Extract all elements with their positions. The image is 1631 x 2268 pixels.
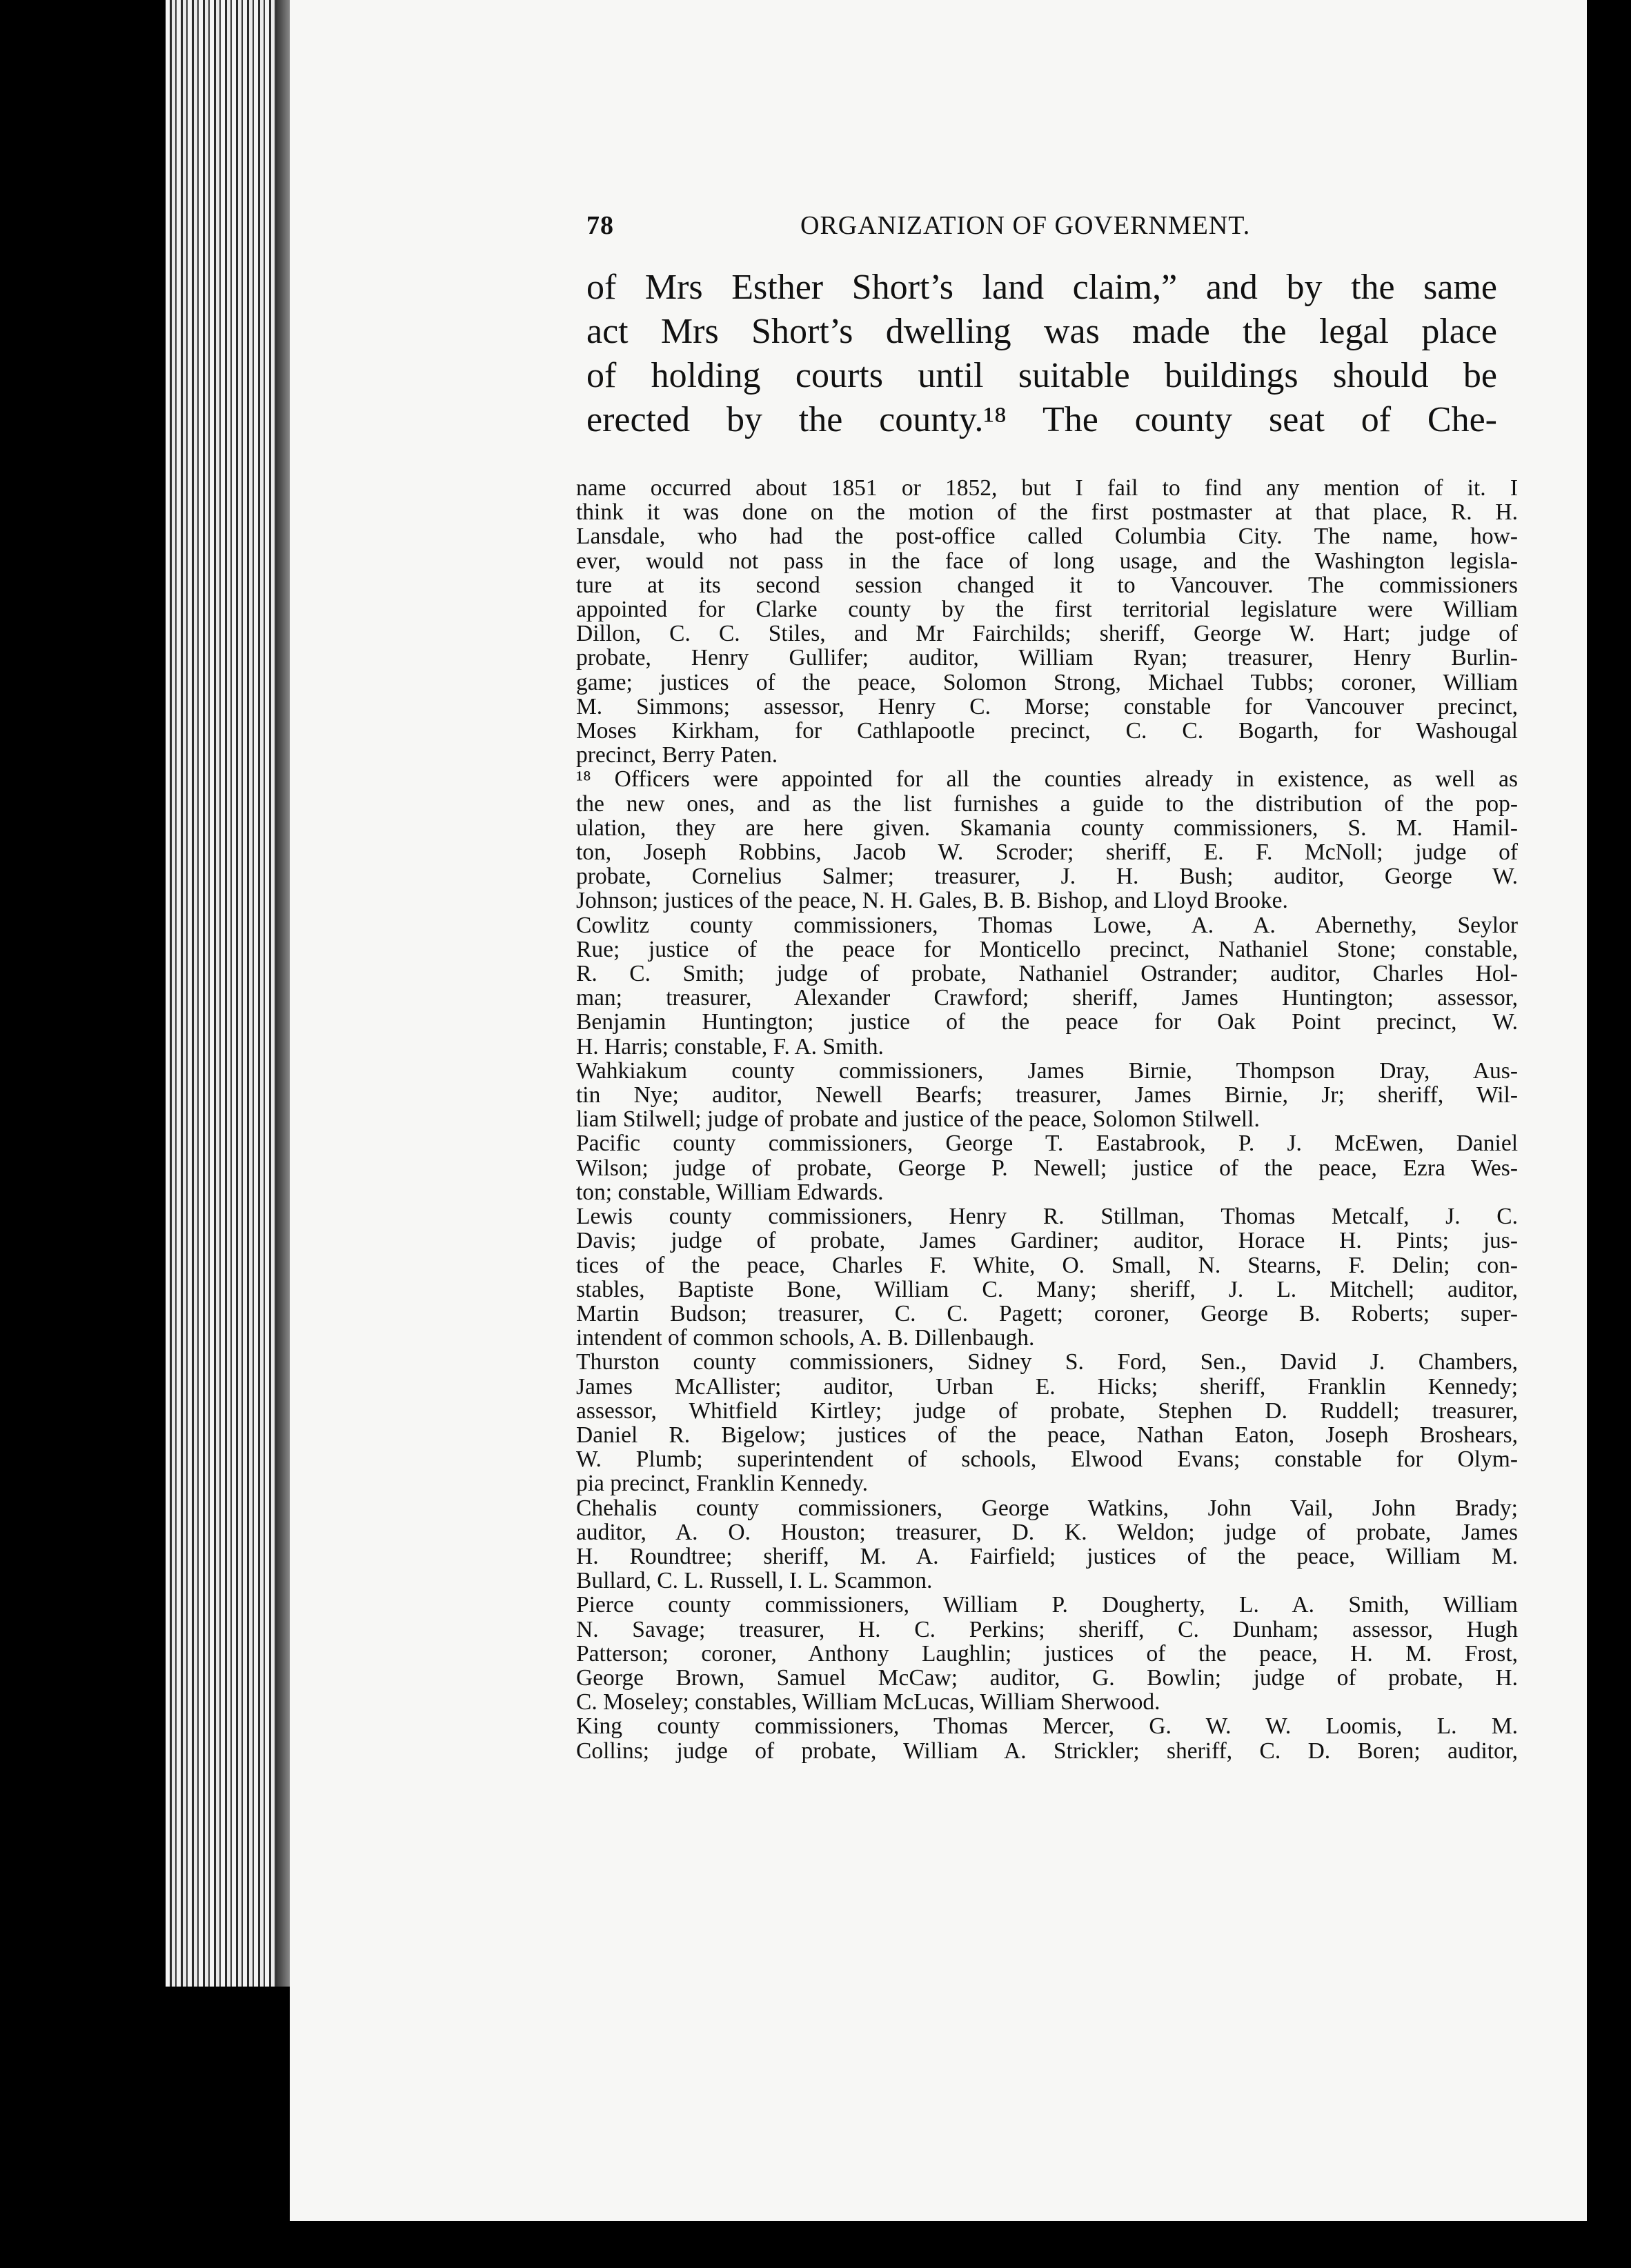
footnote-line: liam Stilwell; judge of probate and justice of the peace, Solomon Stilwell. [576,1107,1260,1132]
footnote-line: H. Roundtree; sheriff, M. A. Fairfield; justices of the peace, William M. [576,1544,1518,1569]
footnote-line: pia precinct, Franklin Kennedy. [576,1471,868,1496]
footnote-line: King county commissioners, Thomas Mercer, G. W. W. Loomis, L. M. [576,1714,1518,1739]
footnote-line: Dillon, C. C. Stiles, and Mr Fairchilds; sheriff, George W. Hart; judge of [576,621,1518,646]
footnote-line: H. Harris; constable, F. A. Smith. [576,1034,884,1059]
footnote-line: Thurston county commissioners, Sidney S. Ford, Sen., David J. Chambers, [576,1350,1518,1375]
footnote-line: Chehalis county commissioners, George Watkins, John Vail, John Brady; [576,1495,1518,1520]
footnote-line: Lansdale, who had the post-office called Columbia City. The name, how- [576,524,1518,549]
footnote-line: Martin Budson; treasurer, C. C. Pagett; coroner, George B. Roberts; super- [576,1301,1518,1326]
footnote-line: Davis; judge of probate, James Gardiner; auditor, Horace H. Pints; jus- [576,1228,1518,1253]
footnote-line: Moses Kirkham, for Cathlapootle precinct, C. C. Bogarth, for Washougal [576,719,1518,744]
footnote-line: probate, Cornelius Salmer; treasurer, J. H. Bush; auditor, George W. [576,864,1518,889]
footnote-line: man; treasurer, Alexander Crawford; sheriff, James Huntington; assessor, [576,986,1518,1011]
footnote-line: Pierce county commissioners, William P. Dougherty, L. A. Smith, William [576,1593,1518,1618]
footnote-line: tin Nye; auditor, Newell Bearfs; treasurer, James Birnie, Jr; sheriff, Wil- [576,1083,1518,1108]
running-title: ORGANIZATION OF GOVERNMENT. [800,211,1251,240]
scan-border-right [1587,0,1631,2268]
body-paragraph [586,266,1497,442]
footnote-line: probate, Henry Gullifer; auditor, William Ryan; treasurer, Henry Burlin- [576,646,1518,670]
footnote-line: Wilson; judge of probate, George P. Newell; justice of the peace, Ezra Wes- [576,1155,1518,1180]
body-line: act Mrs Short’s dwelling was made the legal place [586,312,1497,351]
footnote-line: George Brown, Samuel McCaw; auditor, G. Bowlin; judge of probate, H. [576,1665,1518,1691]
footnote-line: stables, Baptiste Bone, William C. Many; sheriff, J. L. Mitchell; auditor, [576,1277,1518,1302]
footnote-line: N. Savage; treasurer, H. C. Perkins; sheriff, C. Dunham; assessor, Hugh [576,1617,1518,1642]
footnote-line: auditor, A. O. Houston; treasurer, D. K. Weldon; judge of probate, James [576,1520,1518,1544]
footnote-line: M. Simmons; assessor, Henry C. Morse; constable for Vancouver precinct, [576,694,1518,719]
footnote-line: R. C. Smith; judge of probate, Nathaniel Ostrander; auditor, Charles Hol- [576,962,1518,986]
footnote-line: Collins; judge of probate, William A. Strickler; sheriff, C. D. Boren; auditor, [576,1738,1518,1763]
footnote-line: Wahkiakum county commissioners, James Birnie, Thompson Dray, Aus- [576,1058,1518,1084]
footnote-line: W. Plumb; superintendent of schools, Elwood Evans; constable for Olym- [576,1447,1518,1472]
running-header [586,210,1318,252]
footnote-line: ¹⁸ Officers were appointed for all the counties already in existence, as well as [576,767,1518,792]
footnote-line: Cowlitz county commissioners, Thomas Lowe, A. A. Abernethy, Seylor [576,913,1518,937]
footnote-line: ton, Joseph Robbins, Jacob W. Scroder; sheriff, E. F. McNoll; judge of [576,840,1518,865]
footnote-line: Patterson; coroner, Anthony Laughlin; justices of the peace, H. M. Frost, [576,1641,1518,1666]
footnotes [576,476,1518,1763]
footnote-line: Benjamin Huntington; justice of the peace for Oak Point precinct, W. [576,1010,1518,1035]
footnote-line: assessor, Whitfield Kirtley; judge of probate, Stephen D. Ruddell; treasurer, [576,1398,1518,1423]
footnote-line: ton; constable, William Edwards. [576,1180,884,1205]
footnote-line: precinct, Berry Paten. [576,743,778,768]
footnote-line: Rue; justice of the peace for Monticello precinct, Nathaniel Stone; constable, [576,937,1518,962]
page-number: 78 [586,211,614,240]
footnote-line: tices of the peace, Charles F. White, O. Small, N. Stearns, F. Delin; con- [576,1253,1518,1277]
footnote-line: ture at its second session changed it to Vancouver. The commissioners [576,573,1518,598]
body-line: of Mrs Esther Short’s land claim,” and by the same [586,268,1497,307]
footnote-line: the new ones, and as the list furnishes a guide to the distribution of the pop- [576,791,1518,816]
footnote-line: ever, would not pass in the face of long usage, and the Washington legisla- [576,548,1518,573]
footnote-line: Daniel R. Bigelow; justices of the peace, Nathan Eaton, Joseph Broshears, [576,1422,1518,1448]
footnote-line: Johnson; justices of the peace, N. H. Gales, B. B. Bishop, and Lloyd Brooke. [576,888,1288,913]
footnote-line: Bullard, C. L. Russell, I. L. Scammon. [576,1569,933,1593]
footnote-line: Lewis county commissioners, Henry R. Stillman, Thomas Metcalf, J. C. [576,1204,1518,1229]
body-line: of holding courts until suitable buildings should be [586,356,1497,395]
footnote-line: name occurred about 1851 or 1852, but I fail to find any mention of it. I [576,476,1518,501]
footnote-line: game; justices of the peace, Solomon Strong, Michael Tubbs; coroner, William [576,670,1518,695]
footnote-line: intendent of common schools, A. B. Dillenbaugh. [576,1326,1035,1351]
footnote-line: James McAllister; auditor, Urban E. Hicks; sheriff, Franklin Kennedy; [576,1374,1518,1399]
body-line: erected by the county.¹⁸ The county seat of Che- [586,400,1497,439]
scan-border-bottom [166,2221,1631,2268]
footnote-line: appointed for Clarke county by the first territorial legislature were William [576,597,1518,622]
footnote-line: Pacific county commissioners, George T. Eastabrook, P. J. McEwen, Daniel [576,1131,1518,1156]
footnote-line: C. Moseley; constables, William McLucas, William Sherwood. [576,1690,1160,1715]
footnote-line: think it was done on the motion of the first postmaster at that place, R. H. [576,500,1518,525]
footnote-line: ulation, they are here given. Skamania county commissioners, S. M. Hamil- [576,815,1518,841]
